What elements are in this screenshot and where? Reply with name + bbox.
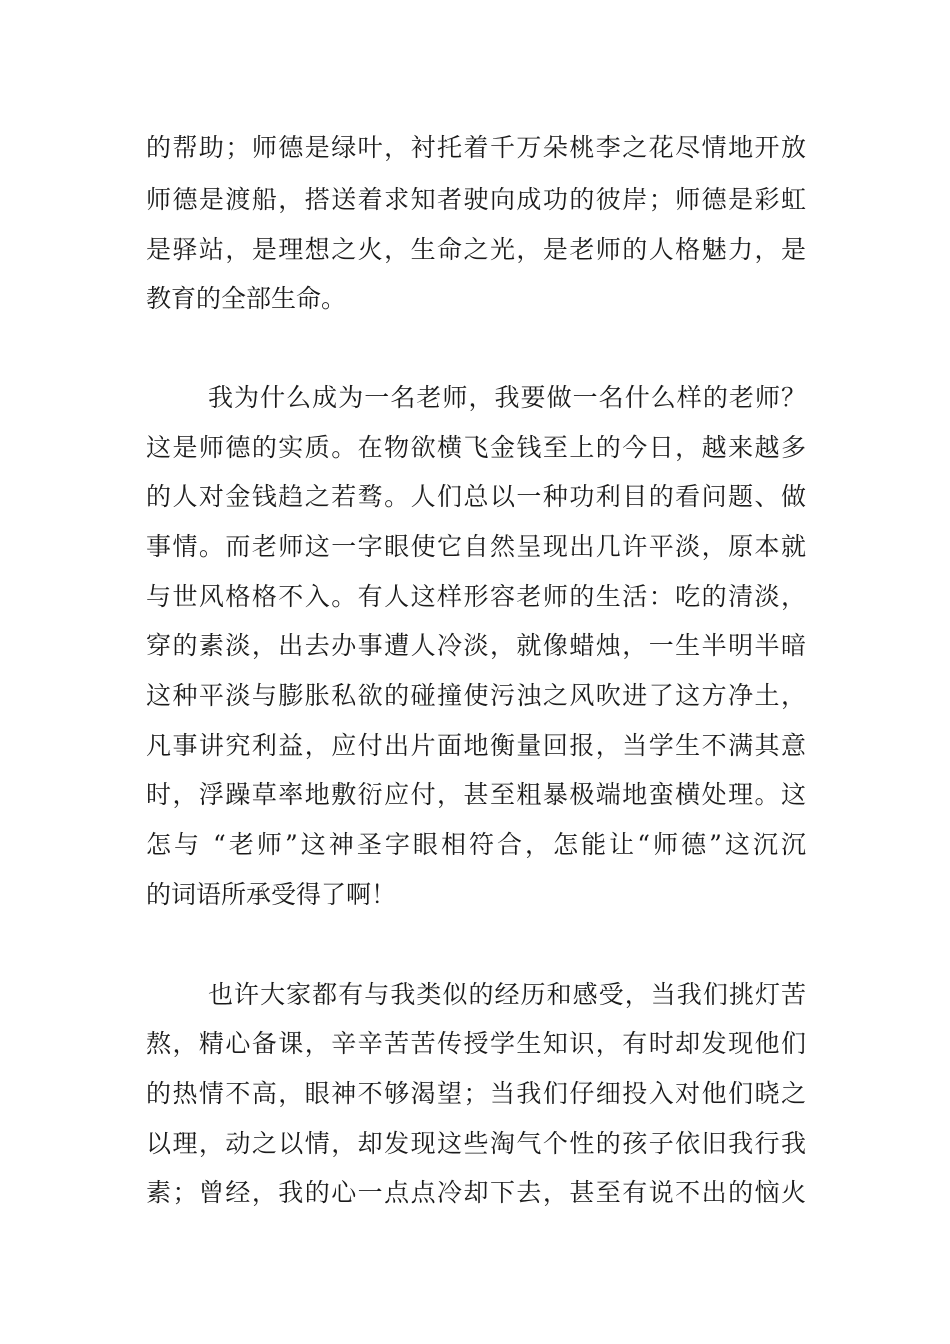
- paragraph-line: 的热情不高，眼神不够渴望；当我们仔细投入对他们晓之: [146, 1079, 806, 1108]
- paragraph-line: 怎与 “老师”这神圣字眼相符合，怎能让“师德”这沉沉: [146, 830, 806, 859]
- paragraph-line: 的词语所承受得了啊！: [146, 880, 397, 909]
- paragraph-line: 是驿站，是理想之火，生命之光，是老师的人格魅力，是: [146, 235, 806, 264]
- paragraph-line: 这是师德的实质。在物欲横飞金钱至上的今日，越来越多: [146, 433, 806, 462]
- paragraph-line: 这种平淡与膨胀私欲的碰撞使污浊之风吹进了这方净土，: [146, 681, 806, 710]
- paragraph-line: 也许大家都有与我类似的经历和感受，当我们挑灯苦: [208, 980, 806, 1009]
- paragraph-line: 熬，精心备课，辛辛苦苦传授学生知识，有时却发现他们: [146, 1029, 806, 1058]
- paragraph-line: 事情。而老师这一字眼使它自然呈现出几许平淡，原本就: [146, 532, 806, 561]
- paragraph-line: 的帮助；师德是绿叶，衬托着千万朵桃李之花尽情地开放: [146, 133, 806, 162]
- paragraph-line: 素；曾经，我的心一点点冷却下去，甚至有说不出的恼火: [146, 1178, 806, 1207]
- paragraph-line: 的人对金钱趋之若骛。人们总以一种功利目的看问题、做: [146, 482, 806, 511]
- paragraph-line: 时，浮躁草率地敷衍应付，甚至粗暴极端地蛮横处理。这: [146, 780, 806, 809]
- paragraph-line: 以理，动之以情，却发现这些淘气个性的孩子依旧我行我: [146, 1129, 806, 1158]
- paragraph-line: 教育的全部生命。: [146, 284, 347, 313]
- paragraph-line: 穿的素淡，出去办事遭人冷淡，就像蜡烛，一生半明半暗: [146, 631, 806, 660]
- paragraph-line: 凡事讲究利益，应付出片面地衡量回报，当学生不满其意: [146, 731, 806, 760]
- paragraph-line: 与世风格格不入。有人这样形容老师的生活：吃的清淡，: [146, 582, 806, 611]
- paragraph-line: 师德是渡船，搭送着求知者驶向成功的彼岸；师德是彩虹: [146, 185, 806, 214]
- paragraph-line: 我为什么成为一名老师，我要做一名什么样的老师？: [208, 383, 806, 412]
